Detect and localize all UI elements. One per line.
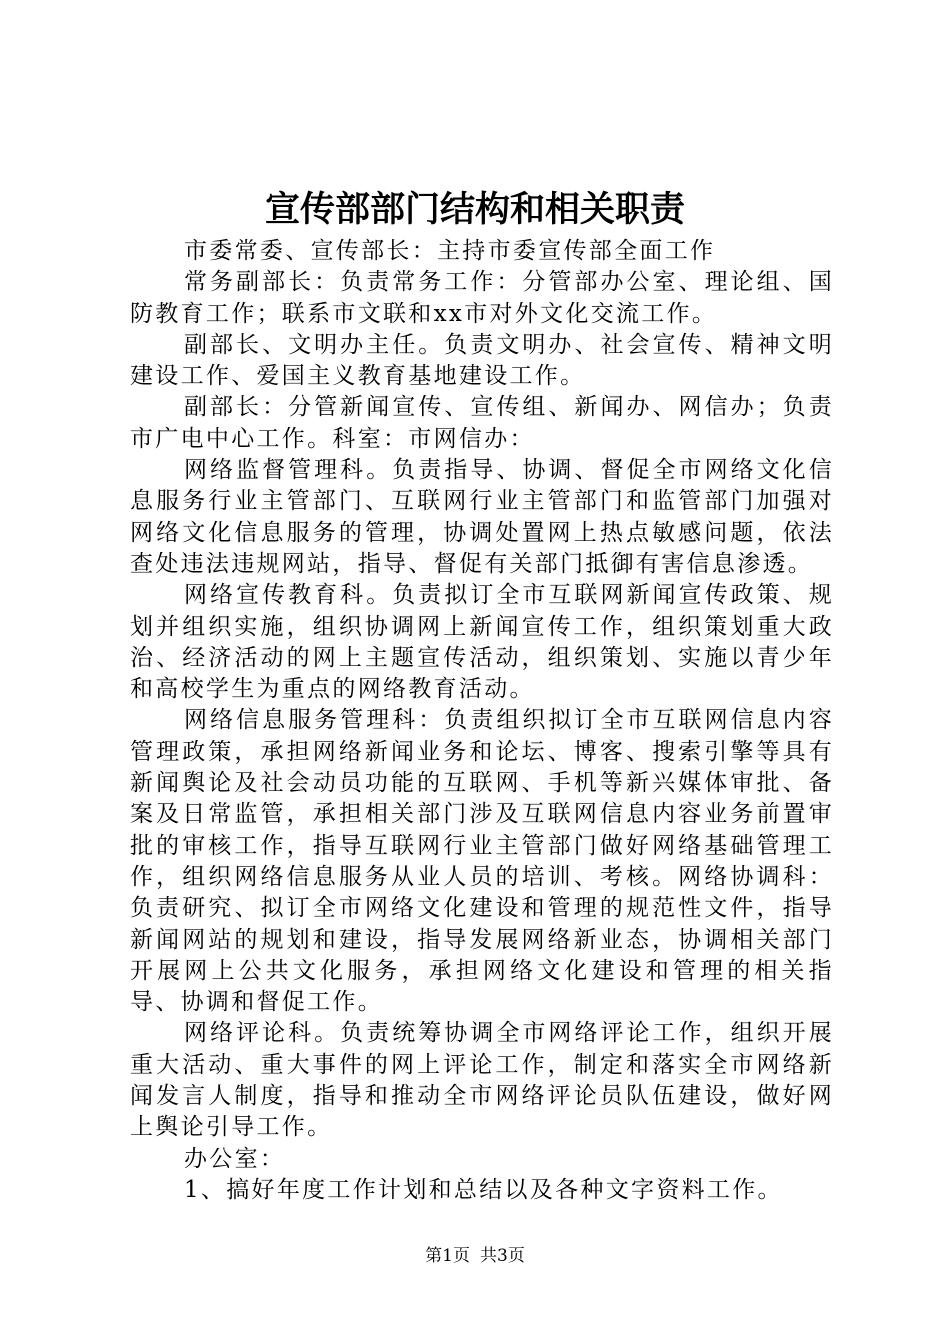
document-title: 宣传部部门结构和相关职责 [264, 189, 685, 230]
paragraph: 办公室： [184, 1145, 286, 1172]
paragraph: 市委常委、宣传部长：主持市委宣传部全面工作 [184, 238, 716, 264]
page-number: 第1页 [425, 1246, 470, 1266]
paragraph: 网络评论科。负责统筹协调全市网络评论工作，组织开展重大活动、重大事件的网上评论工作，制定和落实全市网络新闻发言人制度，指导和推动全市网络评论员队伍建设，做好网上舆论引导工作。 [130, 1020, 834, 1141]
paragraph: 常务副部长：负责常务工作：分管部办公室、理论组、国防教育工作；联系市文联和xx市对外文化交流工作。 [130, 269, 834, 327]
paragraph: 副部长：分管新闻宣传、宣传组、新闻办、网信办；负责市广电中心工作。科室：市网信办： [130, 394, 834, 452]
page-footer [0, 1244, 950, 1268]
paragraph: 网络信息服务管理科：负责组织拟订全市互联网信息内容管理政策，承担网络新闻业务和论坛、博客、搜索引擎等具有新闻舆论及社会动员功能的互联网、手机等新兴媒体审批、备案及日常监管，承担相关部门涉及互联网信息内容业务前置审批的审核工作，指导互联网行业主管部门做好网络基础管理工作，组织网络信息服务从业人员的培训、考核。网络协调科：负责研究、拟订全市网络文化建设和管理的规范性文件，指导新闻网站的规划和建设，指导发展网络新业态，协调相关部门开展网上公共文化服务，承担网络文化建设和管理的相关指导、协调和督促工作。 [130, 707, 834, 1016]
document-body [130, 236, 834, 1206]
paragraph: 网络宣传教育科。负责拟订全市互联网新闻宣传政策、规划并组织实施，组织协调网上新闻宣传工作，组织策划重大政治、经济活动的网上主题宣传活动，组织策划、实施以青少年和高校学生为重点的网络教育活动。 [130, 582, 834, 703]
paragraph: 网络监督管理科。负责指导、协调、督促全市网络文化信息服务行业主管部门、互联网行业主管部门和监管部门加强对网络文化信息服务的管理，协调处置网上热点敏感问题，依法查处违法违规网站，指导、督促有关部门抵御有害信息渗透。 [130, 457, 834, 577]
page-total: 共3页 [480, 1246, 525, 1266]
paragraph: 1、搞好年度工作计划和总结以及各种文字资料工作。 [184, 1176, 783, 1203]
paragraph: 副部长、文明办主任。负责文明办、社会宣传、精神文明建设工作、爱国主义教育基地建设工作。 [130, 331, 834, 390]
